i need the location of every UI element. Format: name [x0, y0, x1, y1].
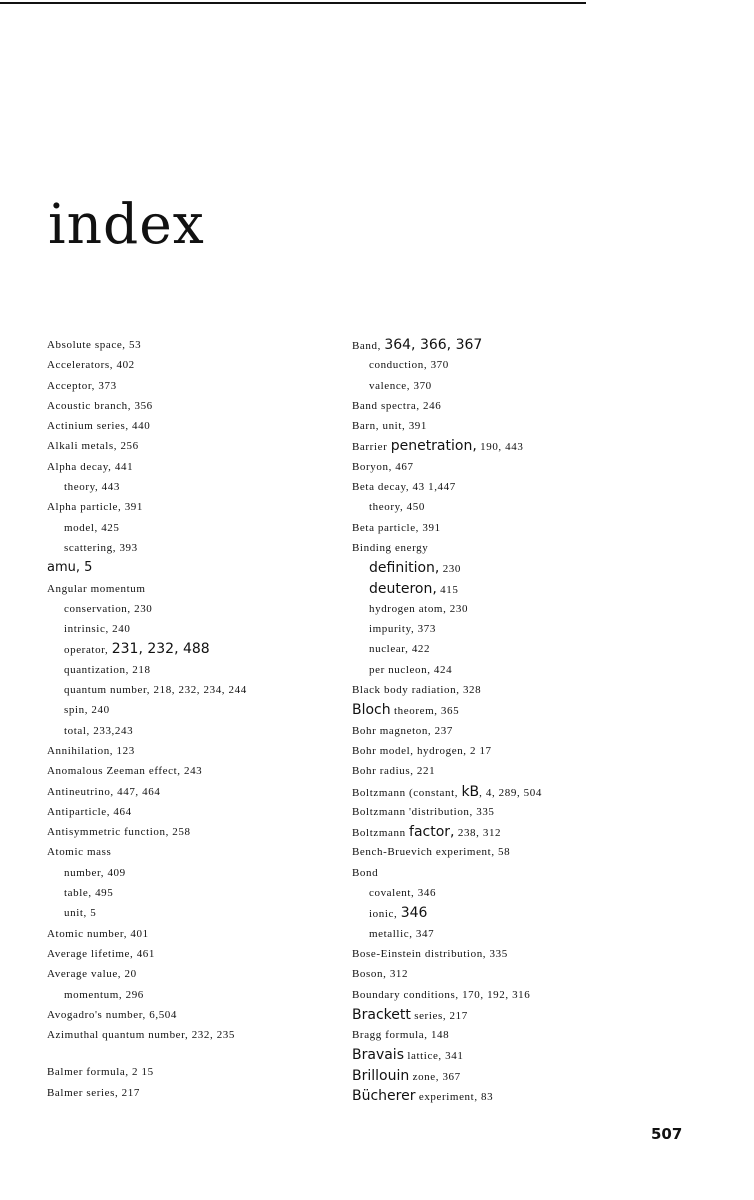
- entry-suffix: series, 217: [410, 1009, 468, 1022]
- entry-emphasis: Bloch: [352, 702, 391, 719]
- index-entry: [352, 680, 692, 700]
- index-subentry: [352, 924, 692, 944]
- entry-text: Absolute space, 53: [47, 339, 142, 351]
- entry-text: impurity, 373: [369, 623, 436, 636]
- index-subentry: [47, 863, 347, 883]
- index-subentry: [352, 883, 692, 903]
- index-entry: [352, 477, 692, 497]
- index-entry: [352, 863, 692, 883]
- index-entry: [47, 497, 347, 517]
- entry-text: Boltzmann 'distribution, 335: [352, 805, 495, 818]
- entry-suffix: 190, 443: [476, 441, 524, 454]
- index-entry: [47, 579, 347, 599]
- entry-text: Bose-Einstein distribution, 335: [352, 947, 508, 960]
- entry-text: number, 409: [64, 866, 126, 879]
- entry-suffix: , 4, 289, 504: [479, 786, 542, 799]
- index-entry: [47, 944, 347, 964]
- index-subentry: [352, 619, 692, 639]
- entry-text: nuclear, 422: [369, 643, 431, 656]
- entry-emphasis: Brillouin: [352, 1067, 410, 1084]
- index-subentry: [47, 619, 347, 639]
- index-subentry: [47, 883, 347, 903]
- index-entry: [352, 436, 692, 456]
- entry-emphasis: kB: [461, 783, 480, 800]
- entry-text: Balmer series, 217: [47, 1086, 140, 1099]
- entry-text: Acoustic branch, 356: [47, 399, 153, 412]
- entry-text: Beta particle, 391: [352, 521, 441, 534]
- entry-suffix: lattice, 341: [404, 1050, 464, 1063]
- entry-text: Band spectra, 246: [352, 399, 442, 412]
- index-subentry: [352, 579, 692, 599]
- entry-text: Boson, 312: [352, 968, 409, 981]
- index-entry: [47, 782, 347, 802]
- index-entry: [352, 721, 692, 741]
- index-entry: [352, 964, 692, 984]
- entry-text: Alpha particle, 391: [47, 501, 144, 514]
- entry-suffix: 415: [436, 583, 459, 596]
- index-entry: [352, 1066, 692, 1086]
- index-entry: [352, 1086, 692, 1106]
- index-entry: [47, 1005, 347, 1025]
- index-entry: [352, 741, 692, 761]
- index-entry: [47, 924, 347, 944]
- page-title: index: [48, 192, 205, 256]
- entry-text: theory, 443: [64, 481, 120, 494]
- entry-text: Bohr model, hydrogen, 2 17: [352, 744, 492, 757]
- entry-text: scattering, 393: [64, 541, 138, 554]
- entry-text: Annihilation, 123: [47, 744, 135, 757]
- entry-text: Atomic number, 401: [47, 927, 149, 940]
- index-entry: [352, 700, 692, 720]
- entry-text: Atomic mass: [47, 846, 112, 859]
- entry-text: quantum number, 218, 232, 234, 244: [64, 684, 247, 697]
- index-column-right: [352, 335, 692, 1106]
- entry-text: spin, 240: [64, 704, 110, 717]
- entry-text: per nucleon, 424: [369, 663, 453, 676]
- index-entry: [47, 964, 347, 984]
- entry-suffix: 230: [439, 563, 462, 576]
- entry-text: total, 233,243: [64, 724, 134, 737]
- index-subentry: [47, 985, 347, 1005]
- index-subentry: [352, 355, 692, 375]
- entry-text: Bond: [352, 866, 379, 879]
- index-subentry: [352, 497, 692, 517]
- entry-text: unit, 5: [64, 907, 97, 920]
- entry-emphasis: Brackett: [352, 1006, 411, 1023]
- index-entry: [47, 842, 347, 862]
- entry-suffix: theorem, 365: [390, 705, 460, 718]
- entry-text: Boltzmann: [352, 827, 410, 840]
- index-entry: [352, 518, 692, 538]
- entry-text: conduction, 370: [369, 359, 449, 372]
- index-subentry: [352, 599, 692, 619]
- index-subentry: [47, 639, 347, 659]
- entry-text: hydrogen atom, 230: [369, 602, 469, 615]
- page-number: 507: [651, 1125, 683, 1143]
- index-entry: [47, 1062, 347, 1082]
- entry-text: conservation, 230: [64, 602, 153, 615]
- entry-text: Boltzmann (constant,: [352, 786, 462, 799]
- entry-text: intrinsic, 240: [64, 623, 131, 636]
- entry-text: table, 495: [64, 887, 114, 900]
- entry-text: covalent, 346: [369, 887, 437, 900]
- index-entry: [352, 822, 692, 842]
- index-entry: [352, 1025, 692, 1045]
- entry-text: Alpha decay, 441: [47, 460, 134, 473]
- entry-text: operator,: [64, 644, 112, 657]
- index-entry: [352, 538, 692, 558]
- index-subentry: [47, 660, 347, 680]
- entry-text: momentum, 296: [64, 988, 144, 1001]
- entry-emphasis: penetration,: [390, 438, 477, 455]
- entry-text: theory, 450: [369, 501, 425, 514]
- entry-text: Band,: [352, 340, 385, 352]
- index-entry: [47, 1083, 347, 1103]
- entry-emphasis: deuteron,: [369, 580, 437, 597]
- entry-text: ionic,: [369, 908, 401, 921]
- entry-text: Barrier: [352, 441, 391, 454]
- entry-text: Antisymmetric function, 258: [47, 826, 191, 839]
- entry-text: Average value, 20: [47, 968, 137, 981]
- entry-suffix: zone, 367: [409, 1070, 461, 1083]
- index-entry: [47, 822, 347, 842]
- index-subentry: [47, 721, 347, 741]
- entry-text: model, 425: [64, 521, 120, 534]
- index-entry: [352, 802, 692, 822]
- index-entry: [47, 457, 347, 477]
- index-entry: [47, 355, 347, 375]
- entry-text: Bench-Bruevich experiment, 58: [352, 846, 511, 859]
- entry-text: Angular momentum: [47, 582, 146, 595]
- index-entry: [352, 335, 692, 355]
- index-subentry: [47, 700, 347, 720]
- index-subentry: [47, 477, 347, 497]
- index-entry: [352, 457, 692, 477]
- index-entry: [47, 376, 347, 396]
- entry-text: Antiparticle, 464: [47, 805, 132, 818]
- index-entry: [352, 1045, 692, 1065]
- index-column-left: [47, 335, 347, 1103]
- entry-text: Antineutrino, 447, 464: [47, 785, 161, 798]
- index-subentry: [352, 639, 692, 659]
- entry-emphasis: definition,: [369, 560, 440, 577]
- index-subentry: [352, 660, 692, 680]
- entry-text: Black body radiation, 328: [352, 684, 482, 697]
- entry-text: metallic, 347: [369, 927, 435, 940]
- index-entry: [352, 396, 692, 416]
- index-entry: [352, 944, 692, 964]
- index-entry: [47, 741, 347, 761]
- index-entry: [47, 335, 347, 355]
- entry-text: Bragg formula, 148: [352, 1029, 450, 1042]
- entry-suffix: 238, 312: [454, 827, 502, 840]
- entry-text: Azimuthal quantum number, 232, 235: [47, 1029, 235, 1042]
- index-subentry: [352, 558, 692, 578]
- entry-text: Acceptor, 373: [47, 379, 117, 392]
- entry-emphasis: Bücherer: [352, 1087, 416, 1104]
- entry-text: Alkali metals, 256: [47, 440, 139, 453]
- entry-text: Boundary conditions, 170, 192, 316: [352, 988, 531, 1001]
- index-entry: [47, 396, 347, 416]
- index-entry: [352, 782, 692, 802]
- entry-emphasis: Bravais: [352, 1047, 404, 1064]
- index-entry: [352, 761, 692, 781]
- entry-text: Average lifetime, 461: [47, 947, 155, 960]
- entry-text: Actinium series, 440: [47, 420, 151, 433]
- entry-text: valence, 370: [369, 379, 432, 392]
- entry-text: Boryon, 467: [352, 460, 414, 473]
- entry-emphasis: 231, 232, 488: [111, 641, 210, 658]
- entry-emphasis: 364, 366, 367: [384, 337, 483, 353]
- index-subentry: [352, 903, 692, 923]
- index-entry: [47, 436, 347, 456]
- entry-text: Anomalous Zeeman effect, 243: [47, 765, 203, 778]
- entry-text: Binding energy: [352, 541, 429, 554]
- index-entry: [47, 416, 347, 436]
- entry-text: Barn, unit, 391: [352, 420, 427, 433]
- index-entry: [352, 416, 692, 436]
- index-entry: [352, 1005, 692, 1025]
- entry-text: Avogadro's number, 6,504: [47, 1008, 177, 1021]
- index-entry: [352, 985, 692, 1005]
- index-entry: [47, 1025, 347, 1045]
- entry-text: Bohr radius, 221: [352, 765, 436, 778]
- index-entry: [47, 802, 347, 822]
- entry-text: quantization, 218: [64, 663, 151, 676]
- index-subentry: [352, 376, 692, 396]
- index-entry: [47, 558, 347, 578]
- top-rule: [0, 2, 586, 4]
- entry-emphasis: factor,: [409, 824, 455, 841]
- index-entry: [352, 842, 692, 862]
- entry-suffix: experiment, 83: [415, 1090, 494, 1103]
- index-subentry: [47, 518, 347, 538]
- index-subentry: [47, 538, 347, 558]
- index-subentry: [47, 903, 347, 923]
- entry-text: Accelerators, 402: [47, 359, 135, 372]
- index-subentry: [47, 599, 347, 619]
- entry-text: Bohr magneton, 237: [352, 724, 453, 737]
- index-entry: [47, 761, 347, 781]
- entry-text: Balmer formula, 2 15: [47, 1066, 154, 1079]
- entry-text: Beta decay, 43 1,447: [352, 481, 456, 494]
- entry-text: amu, 5: [47, 560, 93, 576]
- entry-emphasis: 346: [400, 905, 428, 922]
- index-subentry: [47, 680, 347, 700]
